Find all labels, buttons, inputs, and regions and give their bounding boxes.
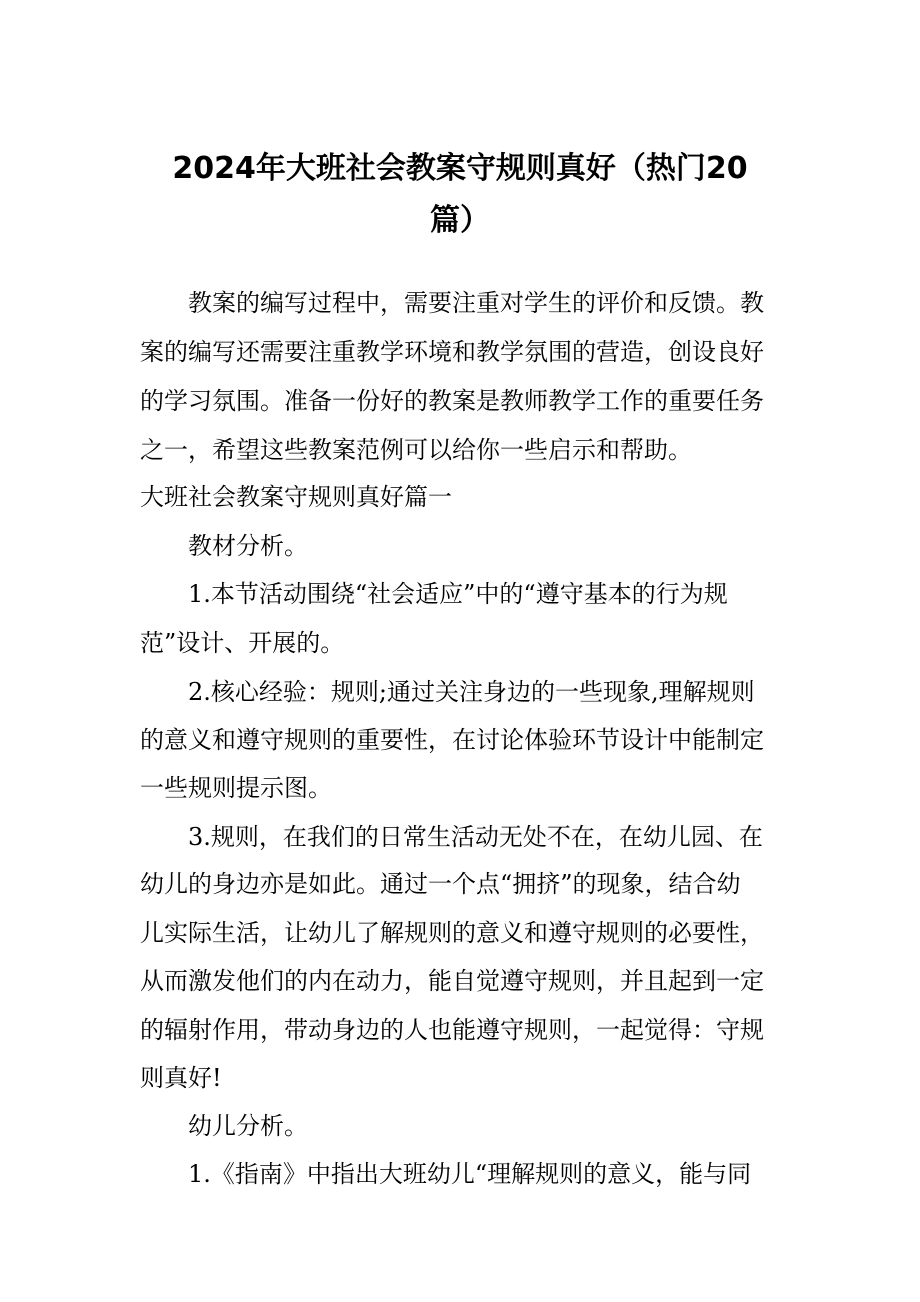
subheading-material-analysis: 教材分析。: [188, 532, 308, 560]
child-item-1-line-1: 1.《指南》中指出大班幼儿“理解规则的意义，能与同: [188, 1160, 752, 1188]
document-title-line-1: 2024年大班社会教案守规则真好（热门20: [172, 151, 748, 186]
item-3-line-2: 幼儿的身边亦是如此。通过一个点“拥挤”的现象，结合幼: [140, 870, 741, 898]
section-heading: 大班社会教案守规则真好篇一: [140, 483, 452, 511]
subheading-child-analysis: 幼儿分析。: [188, 1112, 308, 1140]
item-3-line-1: 3.规则，在我们的日常生活动无处不在，在幼儿园、在: [188, 823, 763, 851]
item-2-line-1: 2.核心经验：规则;通过关注身边的一些现象,理解规则: [188, 678, 755, 706]
intro-paragraph-line-3: 的学习氛围。准备一份好的教案是教师教学工作的重要任务: [140, 387, 764, 415]
intro-paragraph-line-2: 案的编写还需要注重教学环境和教学氛围的营造，创设良好: [140, 338, 764, 366]
item-3-line-5: 的辐射作用，带动身边的人也能遵守规则，一起觉得：守规: [140, 1016, 764, 1044]
item-3-line-6: 则真好!: [140, 1064, 222, 1092]
intro-paragraph-line-4: 之一，希望这些教案范例可以给你一些启示和帮助。: [140, 436, 692, 464]
item-3-line-3: 儿实际生活，让幼儿了解规则的意义和遵守规则的必要性，: [140, 919, 764, 947]
intro-paragraph-line-1: 教案的编写过程中，需要注重对学生的评价和反馈。教: [188, 289, 764, 317]
item-1-line-2: 范”设计、开展的。: [140, 629, 345, 657]
document-title-line-2: 篇）: [430, 203, 490, 238]
item-1-line-1: 1.本节活动围绕“社会适应”中的“遵守基本的行为规: [188, 580, 728, 608]
item-2-line-2: 的意义和遵守规则的重要性，在讨论体验环节设计中能制定: [140, 726, 764, 754]
item-3-line-4: 从而激发他们的内在动力，能自觉遵守规则，并且起到一定: [140, 967, 764, 995]
item-2-line-3: 一些规则提示图。: [140, 774, 332, 802]
